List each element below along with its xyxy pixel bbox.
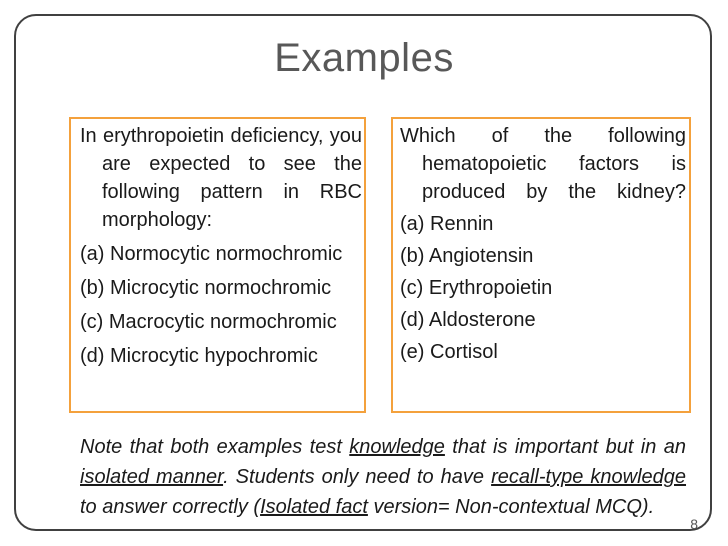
note-text-4: to answer correctly ( (80, 496, 261, 518)
left-question-text: In erythropoietin deficiency, you are expected to see the following pattern in RBC morphology: (80, 125, 362, 231)
right-question-text: Which of the following hematopoietic factors is produced by the kidney? (400, 125, 686, 203)
note-text-2: that is important but in an (444, 436, 686, 458)
left-options-list (80, 240, 362, 370)
left-option-c: (c) Macrocytic normochromic (80, 311, 337, 333)
note-paragraph (80, 432, 686, 522)
right-option-e: (e) Cortisol (400, 341, 498, 363)
left-option-a: (a) Normocytic normochromic (80, 243, 343, 265)
right-option-a: (a) Rennin (400, 213, 494, 235)
note-underline-isolated-fact: Isolated fact (260, 496, 368, 518)
note-text-3: . Students only need to have (223, 466, 492, 488)
note-underline-knowledge: knowledge (349, 436, 445, 458)
note-underline-recall: recall-type knowledge (491, 466, 687, 488)
right-option-c: (c) Erythropoietin (400, 277, 553, 299)
left-question-column (80, 122, 362, 370)
slide-title: Examples (274, 36, 454, 80)
note-underline-isolated-manner: isolated manner (80, 466, 224, 488)
left-option-b: (b) Microcytic normochromic (80, 277, 332, 299)
right-option-d: (d) Aldosterone (400, 309, 536, 331)
right-option-b: (b) Angiotensin (400, 245, 534, 267)
note-text-1: Note that both examples test (80, 436, 350, 458)
left-option-d: (d) Microcytic hypochromic (80, 345, 318, 367)
page-number: 8 (690, 516, 698, 532)
note-text-5: version= Non-contextual MCQ). (367, 496, 655, 518)
right-question-column (400, 122, 686, 366)
